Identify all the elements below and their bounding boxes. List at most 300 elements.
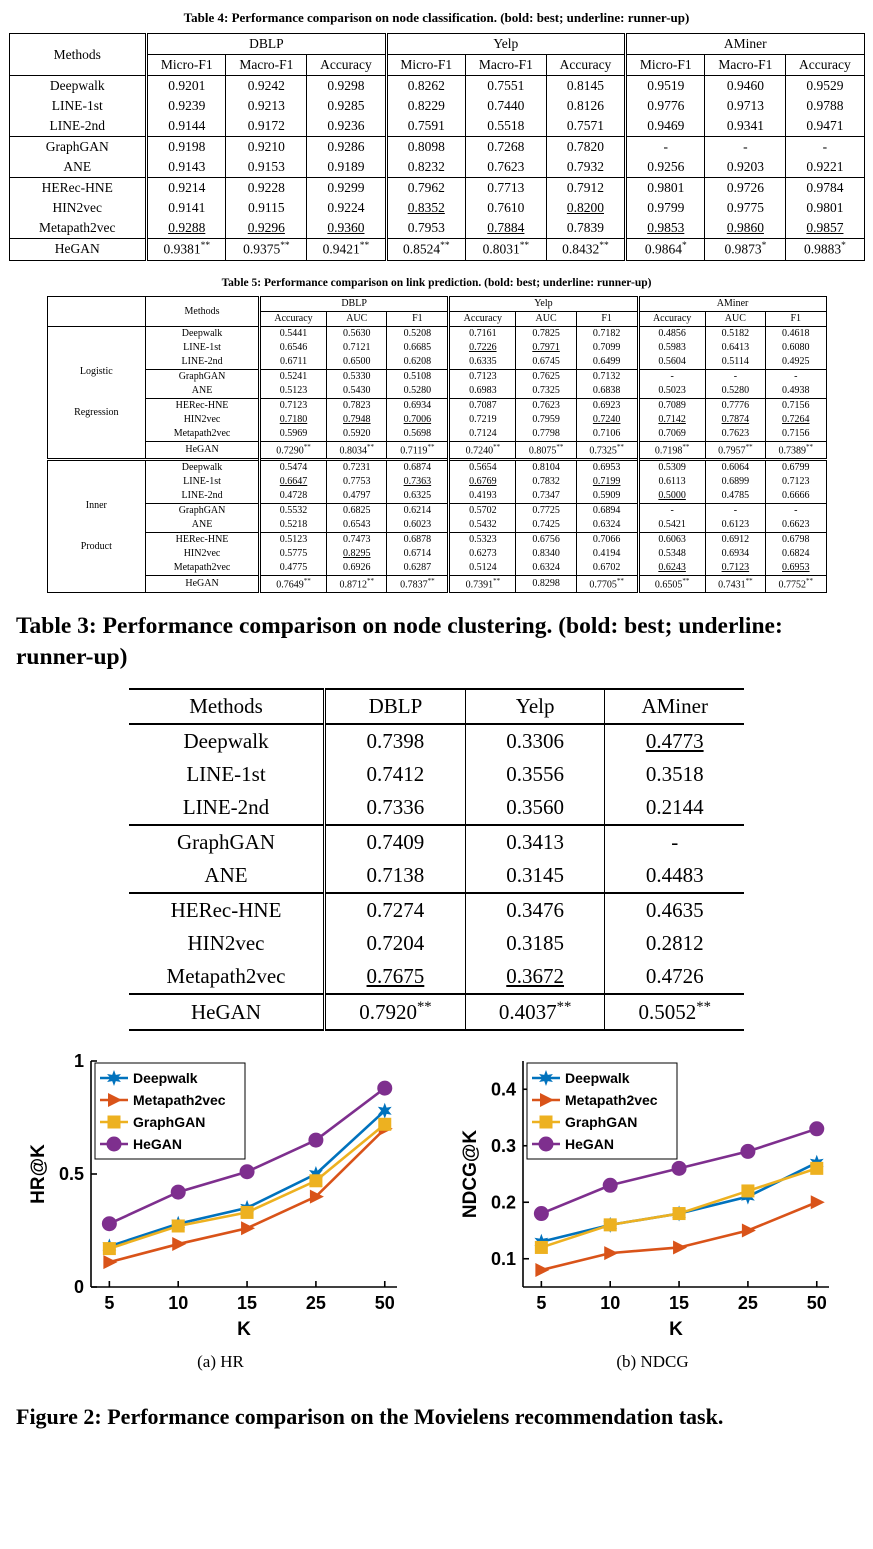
method-name: ANE [146,384,260,399]
dataset-header: AMiner [605,689,744,724]
table-cell: 0.7219 [449,413,516,427]
table-cell: 0.5474 [259,459,326,475]
method-name: Metapath2vec [146,427,260,442]
table-cell: 0.5775 [259,547,326,561]
table-cell: 0.5702 [449,503,516,518]
table-cell: 0.9141 [147,198,226,218]
method-name: HIN2vec [146,413,260,427]
table-row [9,137,864,158]
table-cell: 0.7837** [387,575,449,592]
table-cell: 0.7839 [546,218,625,239]
table-cell: 0.9198 [147,137,226,158]
square-marker [539,1116,552,1129]
table-cell: 0.7610 [465,198,546,218]
table-cell: 0.7138 [325,859,466,893]
table-cell: 0.7132 [576,369,638,384]
x-axis-label: K [236,1319,251,1341]
table-cell: 0.5114 [705,355,765,370]
x-axis-label: K [668,1319,683,1341]
table-cell: - [605,825,744,859]
table-row [47,489,826,504]
table-cell: 0.7268 [465,137,546,158]
table-cell: 0.9801 [626,178,705,199]
table-cell: - [638,369,705,384]
table-cell: 0.9115 [226,198,307,218]
table-cell: 0.6838 [576,384,638,399]
y-tick-label: 0.3 [490,1136,516,1156]
circle-marker [533,1206,548,1221]
table-cell: 0.6983 [449,384,516,399]
circle-marker [602,1178,617,1193]
metric-header: AUC [516,311,576,326]
significance-stars: ** [806,577,814,586]
table-cell: 0.5123 [259,384,326,399]
table-cell: 0.9360 [307,218,386,239]
corner-cell [47,296,146,326]
table4-header-row [9,34,864,55]
table-cell: 0.9799 [626,198,705,218]
metric-header: Accuracy [449,311,516,326]
table-row [129,758,744,791]
table-cell: 0.7123 [259,398,326,413]
metric-header: F1 [766,311,826,326]
table-row [129,724,744,758]
y-tick-label: 0.5 [58,1164,84,1185]
circle-marker [377,1081,392,1096]
table4-caption: Table 4: Performance comparison on node classification. (bold: best; underline: runner-up) [183,10,690,25]
table-cell: 0.7957** [705,441,765,459]
method-name: HIN2vec [187,931,265,956]
y-tick-label: 0.2 [490,1192,516,1213]
table-cell: 0.4726 [605,960,744,994]
table-cell: 0.9857 [786,218,864,239]
table-cell: 0.6756 [516,532,576,547]
table-row [47,575,826,592]
table-cell: - [766,503,826,518]
table-row [47,369,826,384]
table-cell: 0.5000 [638,489,705,504]
table-cell: 0.7106 [576,427,638,442]
method-name: LINE-2nd [182,795,270,820]
circle-marker [101,1216,116,1231]
methods-header: Methods [9,34,147,76]
x-tick-label: 5 [103,1293,114,1314]
table-cell: 0.9298 [307,76,386,97]
table3 [129,688,744,1031]
table-cell: 0.7123 [766,475,826,489]
dataset-header: Yelp [386,34,626,55]
table-cell: 0.7725 [516,503,576,518]
table-cell: 0.6714 [387,547,449,561]
x-tick-label: 50 [806,1293,827,1314]
table-cell: 0.7753 [327,475,387,489]
table-row [129,825,744,859]
legend-label: GraphGAN [564,1114,637,1131]
table-cell: 0.5421 [638,518,705,533]
square-marker [309,1175,322,1188]
dataset-header: DBLP [259,296,448,311]
table-cell: 0.7473 [327,532,387,547]
significance-stars: ** [303,443,311,451]
table-cell: 0.8295 [327,547,387,561]
method-name: HERec-HNE [129,893,325,927]
table-cell: 0.7591 [386,116,465,137]
table-cell: 0.7156 [766,427,826,442]
table-cell: 0.7142 [638,413,705,427]
square-marker [107,1116,120,1129]
table-cell: 0.6500 [327,355,387,370]
table-cell: 0.5441 [259,326,326,341]
table-cell: 0.8712** [327,575,387,592]
method-name: HERec-HNE [9,178,147,199]
table-cell: 0.5432 [449,518,516,533]
legend-label: Metapath2vec [564,1092,658,1109]
table-cell: 0.3306 [465,724,605,758]
table-cell: 0.3560 [465,791,605,825]
table-cell: 0.5123 [259,532,326,547]
table-cell: 0.5698 [387,427,449,442]
method-name: HIN2vec [146,547,260,561]
table-cell: 0.5604 [638,355,705,370]
table-cell: 0.8034** [327,441,387,459]
table-cell: 0.5654 [449,459,516,475]
table-row [47,518,826,533]
table-cell: 0.4938 [766,384,826,399]
table-cell: 0.2144 [605,791,744,825]
table-cell: 0.6825 [327,503,387,518]
x-tick-label: 10 [167,1293,188,1314]
square-marker [672,1207,685,1220]
legend-label: Deepwalk [132,1070,198,1087]
circle-marker [106,1137,121,1152]
table-cell: 0.7623 [465,157,546,178]
table-cell: 0.4635 [605,893,744,927]
table-cell: 0.5348 [638,547,705,561]
x-tick-label: 5 [535,1293,546,1314]
metric-header: Accuracy [786,55,864,76]
table-cell: 0.7121 [327,341,387,355]
method-name: GraphGAN [9,137,147,158]
table-cell: 0.5280 [705,384,765,399]
metric-header: Macro-F1 [465,55,546,76]
table-cell: 0.5430 [327,384,387,399]
table-row [129,791,744,825]
dataset-header: AMiner [626,34,864,55]
method-name: Metapath2vec [146,561,260,576]
method-name: LINE-1st [146,341,260,355]
square-marker [603,1219,616,1232]
table-cell: 0.9299 [307,178,386,199]
x-tick-label: 10 [599,1293,620,1314]
table-cell: 0.4856 [638,326,705,341]
table-cell: 0.6064 [705,459,765,475]
table-cell: 0.6113 [638,475,705,489]
legend-label: HeGAN [132,1136,182,1153]
table5-header-row [47,296,826,311]
significance-stars: ** [440,241,450,251]
table-cell: 0.9421** [307,239,386,261]
significance-stars: ** [806,443,814,451]
y-tick-label: 0.4 [490,1079,516,1100]
chart-ndcg-canvas [459,1047,847,1348]
table-cell: 0.2812 [605,927,744,960]
significance-stars: ** [745,577,753,586]
table-cell: 0.9214 [147,178,226,199]
table-cell: 0.4773 [605,724,744,758]
table-cell: 0.5182 [705,326,765,341]
table-row [129,960,744,994]
table-cell: 0.6685 [387,341,449,355]
table-row [47,326,826,341]
table-cell: 0.7425 [516,518,576,533]
method-name: HERec-HNE [146,398,260,413]
table-cell: 0.5969 [259,427,326,442]
table-cell: 0.5280 [387,384,449,399]
table-cell: 0.5983 [638,341,705,355]
legend-label: Deepwalk [564,1070,630,1087]
table-cell: 0.7953 [386,218,465,239]
table-cell: 0.4193 [449,489,516,504]
table-cell: 0.8126 [546,96,625,116]
figure2 [0,1047,873,1372]
method-name: GraphGAN [129,825,325,859]
table-row [47,398,826,413]
significance-stars: ** [616,443,624,451]
table-cell: 0.4037** [465,994,605,1030]
significance-stars: ** [682,443,690,451]
table-row [9,198,864,218]
significance-stars: ** [427,443,435,451]
figure2-caption: Figure 2: Performance comparison on the Movielens recommendation task. [16,1404,724,1430]
table-cell: 0.9883* [786,239,864,261]
legend-label: GraphGAN [132,1114,205,1131]
significance-stars: ** [682,577,690,586]
table-cell: 0.5108 [387,369,449,384]
circle-marker [170,1185,185,1200]
table-cell: 0.7182 [576,326,638,341]
dataset-header: Yelp [465,689,605,724]
table4 [9,33,865,261]
method-name: Metapath2vec [39,220,116,235]
table-cell: 0.7124 [449,427,516,442]
method-name: GraphGAN [146,503,260,518]
table-cell: 0.5330 [327,369,387,384]
x-tick-label: 15 [236,1293,257,1314]
table3-caption: Table 3: Performance comparison on node clustering. (bold: best; underline: runner-up) [16,613,783,670]
table-cell: 0.3185 [465,927,605,960]
method-name: HeGAN [146,575,260,592]
methods-header: Methods [189,694,263,719]
table-cell: 0.9210 [226,137,307,158]
table-cell: 0.7089 [638,398,705,413]
table-cell: 0.9713 [705,96,786,116]
method-name: LINE-1st [186,762,266,787]
table-cell: 0.9460 [705,76,786,97]
table-cell: 0.6499 [576,355,638,370]
table-cell: 0.7675 [325,960,466,994]
table-cell: 0.9776 [626,96,705,116]
table-cell: 0.7948 [327,413,387,427]
table-cell: 0.9375** [226,239,307,261]
table-cell: 0.9256 [626,157,705,178]
table-cell: 0.7884 [465,218,546,239]
table-cell: 0.9236 [307,116,386,137]
table-cell: 0.8104 [516,459,576,475]
table-cell: 0.3672 [465,960,605,994]
significance-stars: ** [200,241,211,251]
significance-stars: * [681,241,687,251]
metric-header: F1 [576,311,638,326]
table-cell: 0.7240** [449,441,516,459]
method-name: HeGAN [129,994,325,1030]
table-row [129,994,744,1030]
table-row [47,503,826,518]
table-cell: 0.7551 [465,76,546,97]
table-cell: 0.6926 [327,561,387,576]
method-name: Deepwalk [146,326,260,341]
table-cell: 0.9860 [705,218,786,239]
table-cell: 0.9153 [226,157,307,178]
table-cell: 0.7971 [516,341,576,355]
table3-header-row [129,689,744,724]
table-cell: 0.8524** [386,239,465,261]
chart-svg [459,1047,847,1343]
table-cell: 0.6023 [387,518,449,533]
table-cell: 0.6505** [638,575,705,592]
table-cell: 0.7649** [259,575,326,592]
table-cell: 0.7713 [465,178,546,199]
triangle-right-marker [103,1255,117,1269]
table-cell: 0.7123 [449,369,516,384]
square-marker [102,1242,115,1255]
section-label: Inner Product [47,459,146,592]
table-cell: 0.7290** [259,441,326,459]
table-cell: 0.9529 [786,76,864,97]
table-cell: - [705,503,765,518]
table-cell: 0.9801 [786,198,864,218]
table-cell: 0.8075** [516,441,576,459]
table-cell: 0.7398 [325,724,466,758]
table-cell: 0.7391** [449,575,516,592]
table-cell: 0.7066 [576,532,638,547]
table-cell: 0.6543 [327,518,387,533]
method-name: LINE-2nd [146,355,260,370]
table-cell: 0.5323 [449,532,516,547]
table-cell: 0.7625 [516,369,576,384]
significance-stars: ** [359,241,370,251]
table-cell: 0.6325 [387,489,449,504]
table-cell: 0.4775 [259,561,326,576]
significance-stars: ** [493,577,501,586]
method-name: ANE [63,159,92,174]
table-row [47,441,826,459]
triangle-right-marker [241,1221,255,1235]
metric-header: AUC [705,311,765,326]
dataset-header: Yelp [449,296,638,311]
table-cell: 0.8340 [516,547,576,561]
table-cell: 0.6063 [638,532,705,547]
method-name: GraphGAN [146,369,260,384]
table-cell: 0.6324 [576,518,638,533]
square-marker [171,1220,184,1233]
table-cell: - [638,503,705,518]
table-cell: 0.6546 [259,341,326,355]
table-cell: 0.7431** [705,575,765,592]
method-name: LINE-1st [146,475,260,489]
significance-stars: ** [493,443,501,451]
legend-label: Metapath2vec [132,1092,226,1109]
table-cell: 0.7156 [766,398,826,413]
table-cell: 0.7409 [325,825,466,859]
table-cell: 0.9296 [226,218,307,239]
table-cell: 0.7347 [516,489,576,504]
significance-stars: ** [416,999,432,1016]
table-row [47,413,826,427]
metric-header: Macro-F1 [705,55,786,76]
table-cell: 0.8352 [386,198,465,218]
table-cell: 0.9213 [226,96,307,116]
metric-header: Macro-F1 [226,55,307,76]
chart-ndcg [459,1047,847,1372]
table-cell: 0.5909 [576,489,638,504]
table-cell: 0.7412 [325,758,466,791]
table-cell: 0.4925 [766,355,826,370]
square-marker [240,1206,253,1219]
table5 [47,296,827,594]
metric-header: F1 [387,311,449,326]
table-row [47,384,826,399]
table-cell: 0.7264 [766,413,826,427]
table-cell: 0.7752** [766,575,826,592]
chart-ndcg-caption: (b) NDCG [616,1352,689,1372]
table-cell: 0.9201 [147,76,226,97]
table-cell: 0.7832 [516,475,576,489]
table-cell: 0.7198** [638,441,705,459]
table-cell: 0.3413 [465,825,605,859]
table-cell: 0.3556 [465,758,605,791]
table-cell: 0.9189 [307,157,386,178]
square-marker [378,1118,391,1131]
method-name: LINE-2nd [49,118,106,133]
method-name: Deepwalk [183,729,269,754]
metric-header: Accuracy [546,55,625,76]
method-name: Deepwalk [49,78,105,93]
table-cell: 0.6123 [705,518,765,533]
table-cell: - [705,137,786,158]
table-cell: 0.6874 [387,459,449,475]
table-cell: 0.9143 [147,157,226,178]
table-row [129,859,744,893]
table-cell: 0.9228 [226,178,307,199]
metric-header: Accuracy [307,55,386,76]
table-cell: 0.6953 [576,459,638,475]
table-cell: 0.4194 [576,547,638,561]
table-cell: 0.7959 [516,413,576,427]
table-cell: 0.7912 [546,178,625,199]
table-cell: 0.4785 [705,489,765,504]
table-row [47,475,826,489]
method-name: LINE-1st [51,98,103,113]
table-cell: 0.7325 [516,384,576,399]
table-cell: 0.5052** [605,994,744,1030]
table-cell: 0.9144 [147,116,226,137]
table-cell: 0.9381** [147,239,226,261]
table-cell: 0.5208 [387,326,449,341]
table-cell: 0.9853 [626,218,705,239]
table-cell: 0.9775 [705,198,786,218]
table-cell: 0.4797 [327,489,387,504]
table-cell: 0.9203 [705,157,786,178]
